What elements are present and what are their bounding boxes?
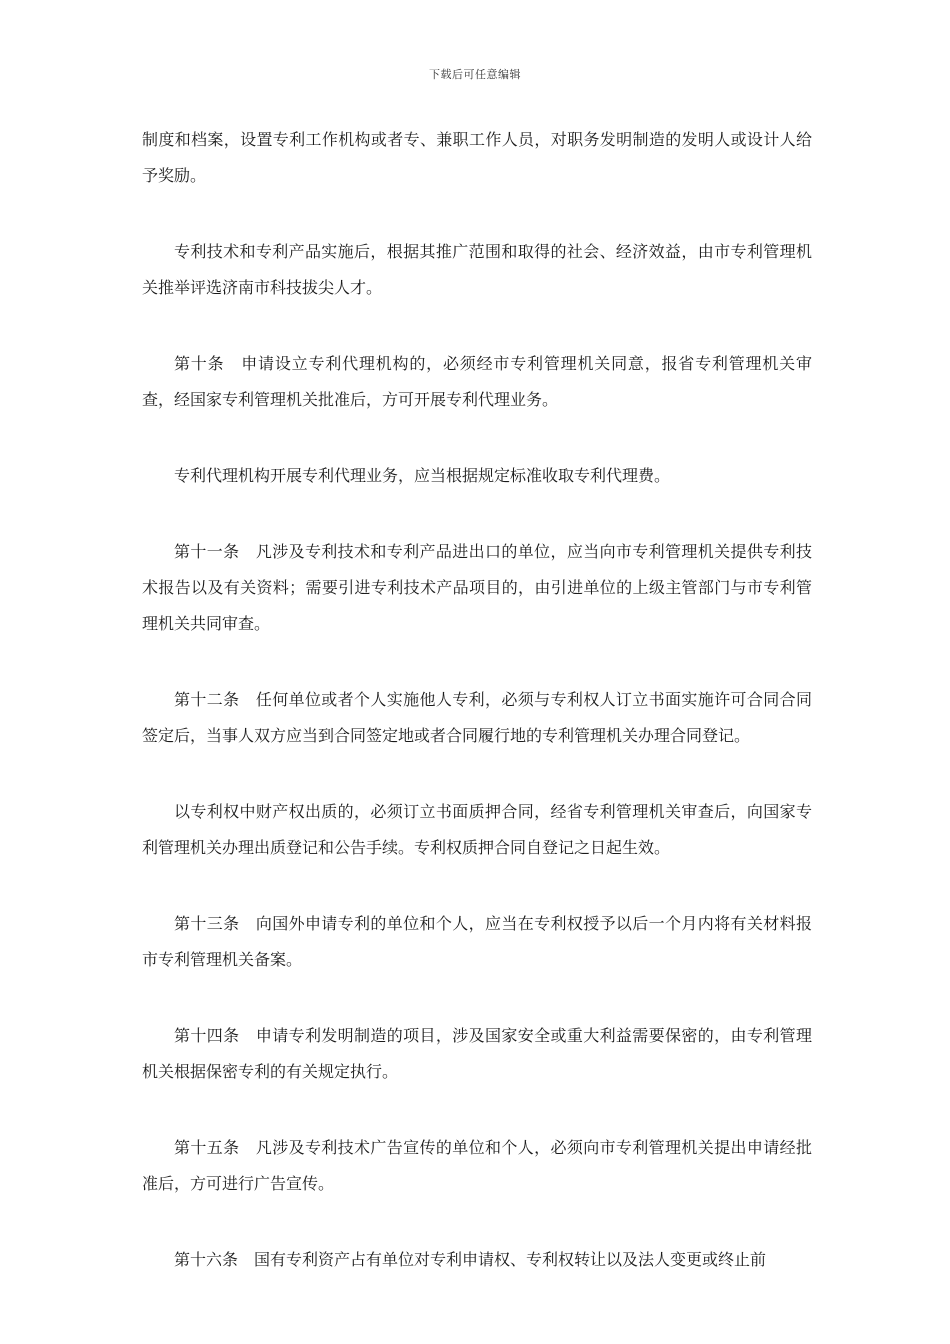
paragraph-article-12: 第十二条 任何单位或者个人实施他人专利，必须与专利权人订立书面实施许可合同合同签定后，当事人双方应当到合同签定地或者合同履行地的专利管理机关办理合同登记。 <box>142 690 812 745</box>
paragraph-article-16: 第十六条 国有专利资产占有单位对专利申请权、专利权转让以及法人变更或终止前 <box>174 1250 767 1269</box>
paragraph-1: 制度和档案，设置专利工作机构或者专、兼职工作人员，对职务发明制造的发明人或设计人给予奖励。 <box>142 130 812 185</box>
paragraph-4: 专利代理机构开展专利代理业务，应当根据规定标准收取专利代理费。 <box>174 466 671 485</box>
paragraph-article-13: 第十三条 向国外申请专利的单位和个人，应当在专利权授予以后一个月内将有关材料报市专利管理机关备案。 <box>142 914 812 969</box>
paragraph-2: 专利技术和专利产品实施后，根据其推广范围和取得的社会、经济效益，由市专利管理机关推举评选济南市科技拔尖人才。 <box>142 242 812 297</box>
paragraph-article-14: 第十四条 申请专利发明制造的项目，涉及国家安全或重大利益需要保密的，由专利管理机关根据保密专利的有关规定执行。 <box>142 1026 812 1081</box>
paragraph-article-10: 第十条 申请设立专利代理机构的，必须经市专利管理机关同意，报省专利管理机关审查，经国家专利管理机关批准后，方可开展专利代理业务。 <box>142 354 812 409</box>
paragraph-article-15: 第十五条 凡涉及专利技术广告宣传的单位和个人，必须向市专利管理机关提出申请经批准后，方可进行广告宣传。 <box>142 1138 812 1193</box>
page-header-note: 下载后可任意编辑 <box>429 68 521 81</box>
document-body <box>142 122 812 1318</box>
paragraph-article-11: 第十一条 凡涉及专利技术和专利产品进出口的单位，应当向市专利管理机关提供专利技术报告以及有关资料；需要引进专利技术产品项目的，由引进单位的上级主管部门与市专利管理机关共同审查。 <box>142 542 812 633</box>
paragraph-7: 以专利权中财产权出质的，必须订立书面质押合同，经省专利管理机关审查后，向国家专利管理机关办理出质登记和公告手续。专利权质押合同自登记之日起生效。 <box>142 802 812 857</box>
